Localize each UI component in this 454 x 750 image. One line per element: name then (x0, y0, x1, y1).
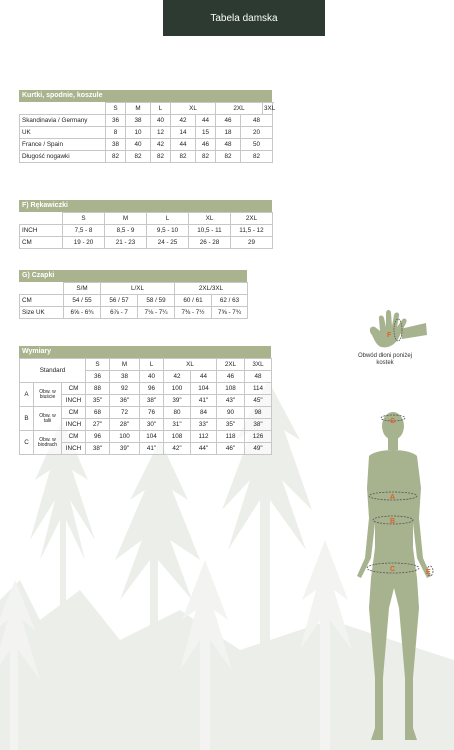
table-cell: 43" (217, 395, 245, 407)
table-cell: 62 / 63 (212, 295, 248, 307)
table-cell: 104 (191, 383, 217, 395)
row-label: Długość nogawki (20, 151, 106, 163)
table-cell: 58 / 59 (138, 295, 175, 307)
size-header: M (110, 359, 140, 371)
table-cell: 44 (196, 115, 216, 127)
body-marker-c: C (390, 566, 396, 573)
row-label: France / Spain (20, 139, 106, 151)
table-cell: 82 (216, 151, 241, 163)
size-header: S/M (64, 283, 101, 295)
table-cell: 7⅛ - 7¼ (138, 307, 175, 319)
table-cell: 21 - 23 (105, 237, 147, 249)
table-cell: 96 (140, 383, 164, 395)
table-cell: 10 (126, 127, 151, 139)
body-marker-b: B (390, 518, 396, 525)
table-cell: 39" (164, 395, 191, 407)
size-header: L (147, 213, 189, 225)
hand-marker-label: F (387, 332, 392, 339)
hand-caption: Obwód dłoni poniżej kostek (357, 353, 413, 366)
size-header: L (140, 359, 164, 371)
table-cell: 82 (196, 151, 216, 163)
table-cell: 36" (110, 395, 140, 407)
section-title: G) Czapki (19, 270, 247, 282)
size-header: S (106, 103, 126, 115)
size-header: 2XL (217, 359, 245, 371)
table-cell: 41" (191, 395, 217, 407)
size-table (19, 212, 273, 249)
eu-size: 38 (110, 371, 140, 383)
table-cell: 68 (86, 407, 110, 419)
table-cell: 38" (140, 395, 164, 407)
table-row (20, 295, 248, 307)
table-cell: 100 (164, 383, 191, 395)
row-label: INCH (20, 225, 63, 237)
table-cell: 30" (140, 419, 164, 431)
table-cell: 44 (171, 139, 196, 151)
row-label: CM (20, 295, 64, 307)
table-cell: 12 (151, 127, 171, 139)
table-cell: 72 (110, 407, 140, 419)
hand-illustration (366, 305, 428, 353)
table-cell: 18 (216, 127, 241, 139)
table-cell: 96 (86, 431, 110, 443)
table-cell: 19 - 20 (63, 237, 105, 249)
table-cell: 82 (126, 151, 151, 163)
unit-label: CM (62, 383, 86, 395)
row-label: CM (20, 237, 63, 249)
table-cell: 33" (191, 419, 217, 431)
table-cell: 49" (245, 443, 272, 455)
table-cell: 45" (245, 395, 272, 407)
table-cell: 126 (245, 431, 272, 443)
table-cell: 8 (106, 127, 126, 139)
table-cell: 100 (110, 431, 140, 443)
unit-label: CM (62, 407, 86, 419)
size-header: M (105, 213, 147, 225)
standard-label: Standard (20, 359, 86, 383)
size-header: 2XL/3XL (175, 283, 248, 295)
table-cell: 38 (126, 115, 151, 127)
table-cell: 9,5 - 10 (147, 225, 189, 237)
table-cell: 40 (126, 139, 151, 151)
table-cell: 90 (217, 407, 245, 419)
table-header-row (20, 283, 248, 295)
table-cell: 76 (140, 407, 164, 419)
table-cell: 35" (86, 395, 110, 407)
eu-size: 44 (191, 371, 217, 383)
unit-label: INCH (62, 443, 86, 455)
table-cell: 44" (191, 443, 217, 455)
body-illustration (347, 408, 439, 744)
group-letter: B (20, 407, 34, 431)
table-row (20, 139, 273, 151)
group-name: Obw. w biodrach (34, 431, 62, 455)
size-header: 3XL (263, 103, 273, 115)
size-table (19, 282, 248, 319)
table-cell: 82 (171, 151, 196, 163)
table-cell: 8,5 - 9 (105, 225, 147, 237)
table-cell: 38" (245, 419, 272, 431)
table-cell: 31" (164, 419, 191, 431)
size-header: L/XL (101, 283, 175, 295)
size-header: XL (189, 213, 231, 225)
measurements-table (19, 346, 271, 455)
table-header-row (20, 359, 272, 371)
table-row (20, 307, 248, 319)
row-label: Skandinavia / Germany (20, 115, 106, 127)
table-cell: 84 (191, 407, 217, 419)
table-cell: 6⅞ - 7 (101, 307, 138, 319)
eu-size: 48 (245, 371, 272, 383)
table-cell: 50 (241, 139, 273, 151)
table-cell: 35" (217, 419, 245, 431)
page-title: Tabela damska (210, 12, 278, 24)
table-cell: 38" (86, 443, 110, 455)
table-cell: 28" (110, 419, 140, 431)
table-cell: 29 (231, 237, 273, 249)
size-header: XL (171, 103, 216, 115)
eu-size: 42 (164, 371, 191, 383)
table-cell: 46" (217, 443, 245, 455)
table-cell: 108 (217, 383, 245, 395)
table-cell: 108 (164, 431, 191, 443)
eu-size: 36 (86, 371, 110, 383)
table-cell: 11,5 - 12 (231, 225, 273, 237)
table-cell: 82 (151, 151, 171, 163)
table-cell: 20 (241, 127, 273, 139)
caps-size-table (19, 270, 247, 319)
table-cell: 10,5 - 11 (189, 225, 231, 237)
table-row (20, 237, 273, 249)
row-label: Size UK (20, 307, 64, 319)
table-row (20, 225, 273, 237)
group-name: Obw. w talii (34, 407, 62, 431)
table-cell: 40 (151, 115, 171, 127)
table-cell: 27" (86, 419, 110, 431)
eu-size: 46 (217, 371, 245, 383)
size-table (19, 102, 276, 163)
table-cell: 98 (245, 407, 272, 419)
table-cell: 46 (216, 115, 241, 127)
table-cell: 41" (140, 443, 164, 455)
table-header-row (20, 213, 273, 225)
size-header: L (151, 103, 171, 115)
table-cell: 118 (217, 431, 245, 443)
size-header: 2XL (231, 213, 273, 225)
table-cell: 14 (171, 127, 196, 139)
table-cell: 15 (196, 127, 216, 139)
table-cell: 24 - 25 (147, 237, 189, 249)
page-header (163, 0, 325, 36)
table-cell: 7,5 - 8 (63, 225, 105, 237)
table-row (20, 383, 272, 395)
table-cell: 80 (164, 407, 191, 419)
jackets-size-table (19, 90, 276, 163)
table-cell: 56 / 57 (101, 295, 138, 307)
table-cell: 104 (140, 431, 164, 443)
table-cell: 92 (110, 383, 140, 395)
size-header: S (86, 359, 110, 371)
table-cell: 114 (245, 383, 272, 395)
row-label: UK (20, 127, 106, 139)
eu-size: 40 (140, 371, 164, 383)
table-cell: 82 (241, 151, 273, 163)
section-title: Wymiary (19, 346, 271, 358)
body-marker-e: E (426, 569, 431, 576)
unit-label: INCH (62, 395, 86, 407)
table-row (20, 407, 272, 419)
group-name: Obw. w biuście (34, 383, 62, 407)
table-cell: 42 (171, 115, 196, 127)
table-cell: 7⅝ - 7¾ (212, 307, 248, 319)
size-table (19, 358, 272, 455)
table-cell: 26 - 28 (189, 237, 231, 249)
table-row (20, 431, 272, 443)
table-cell: 7⅜ - 7½ (175, 307, 212, 319)
table-cell: 6⅝ - 6¾ (64, 307, 101, 319)
group-letter: C (20, 431, 34, 455)
body-marker-a: A (390, 494, 396, 501)
section-title: Kurtki, spodnie, koszule (19, 90, 272, 102)
table-cell: 39" (110, 443, 140, 455)
table-cell: 54 / 55 (64, 295, 101, 307)
table-cell: 60 / 61 (175, 295, 212, 307)
size-header: 3XL (245, 359, 272, 371)
table-row (20, 151, 273, 163)
table-cell: 48 (216, 139, 241, 151)
table-row (20, 127, 273, 139)
group-letter: A (20, 383, 34, 407)
body-marker-g: G (390, 418, 396, 425)
gloves-size-table (19, 200, 272, 249)
unit-label: CM (62, 431, 86, 443)
table-cell: 42 (151, 139, 171, 151)
unit-label: INCH (62, 419, 86, 431)
body-shape (357, 412, 431, 740)
size-header: M (126, 103, 151, 115)
section-title: F) Rękawiczki (19, 200, 272, 212)
table-row (20, 115, 273, 127)
table-cell: 42" (164, 443, 191, 455)
size-header: 2XL (216, 103, 263, 115)
table-header-row (20, 103, 273, 115)
size-header: XL (164, 359, 217, 371)
table-cell: 48 (241, 115, 273, 127)
hand-shape (370, 310, 407, 347)
table-cell: 88 (86, 383, 110, 395)
table-cell: 38 (106, 139, 126, 151)
table-cell: 112 (191, 431, 217, 443)
table-cell: 82 (106, 151, 126, 163)
table-cell: 46 (196, 139, 216, 151)
size-header: S (63, 213, 105, 225)
table-cell: 36 (106, 115, 126, 127)
